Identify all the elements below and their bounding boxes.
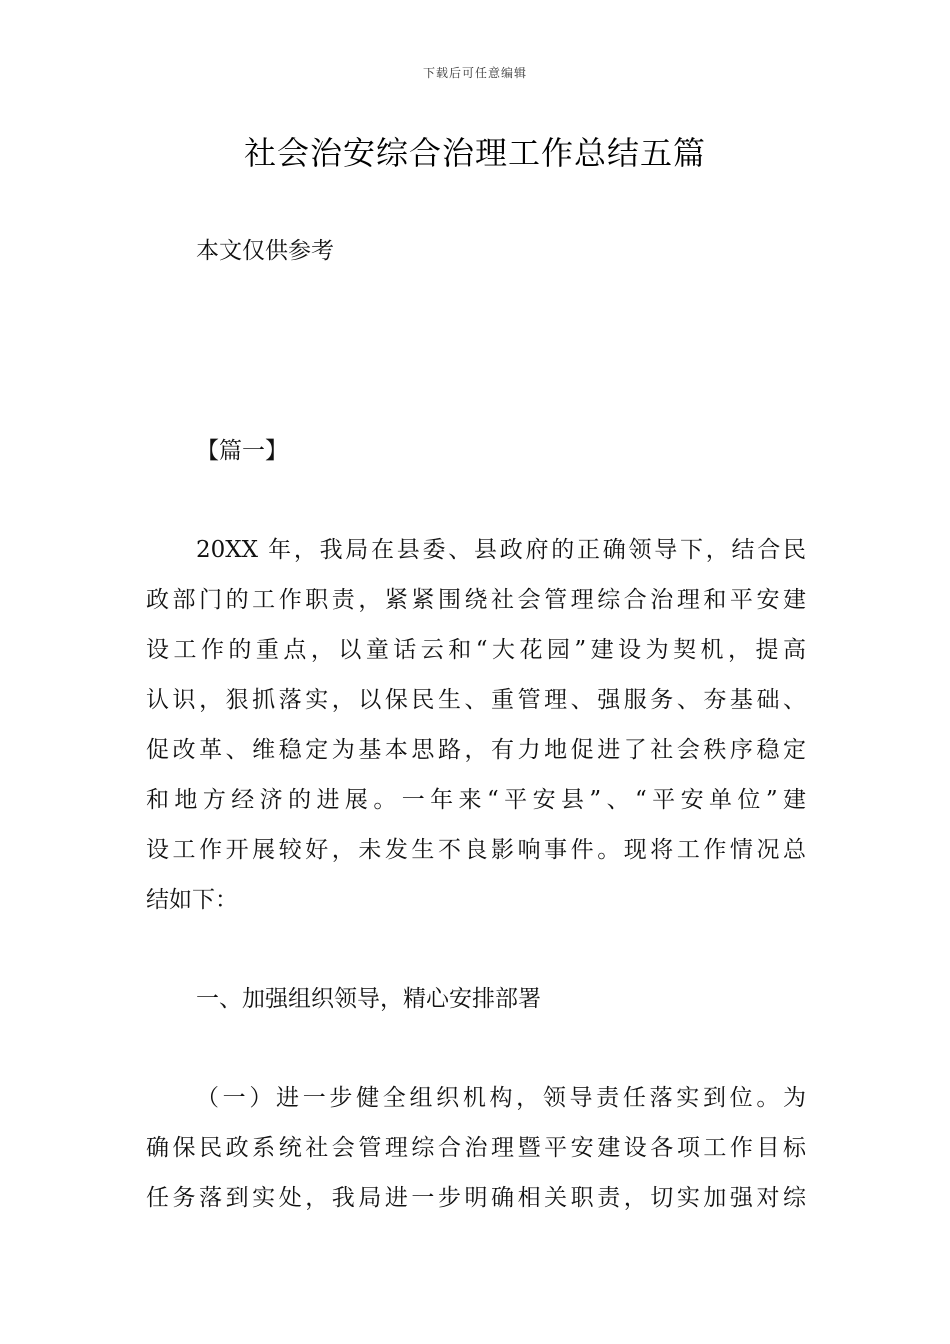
section-label: 【篇一】 <box>196 438 288 464</box>
paragraph-line: 政部门的工作职责，紧紧围绕社会管理综合治理和平安建 <box>146 587 806 613</box>
section-heading: 一、加强组织领导，精心安排部署 <box>196 986 541 1012</box>
document-title: 社会治安综合治理工作总结五篇 <box>243 134 706 172</box>
reference-note: 本文仅供参考 <box>196 238 334 264</box>
paragraph-line: 设工作的重点，以童话云和“大花园”建设为契机，提高 <box>146 637 806 663</box>
paragraph-line: 结如下： <box>146 887 238 913</box>
paragraph-line: 促改革、维稳定为基本思路，有力地促进了社会秩序稳定 <box>146 737 806 763</box>
page-header-note: 下载后可任意编辑 <box>422 66 527 80</box>
paragraph-2 <box>146 1073 806 1223</box>
paragraph-line: 设工作开展较好，未发生不良影响事件。现将工作情况总 <box>146 837 806 863</box>
paragraph-line: 和地方经济的进展。一年来“平安县”、“平安单位”建 <box>146 787 806 813</box>
paragraph-line: 认识，狠抓落实，以保民生、重管理、强服务、夯基础、 <box>146 687 806 713</box>
paragraph-line: 确保民政系统社会管理综合治理暨平安建设各项工作目标 <box>146 1135 806 1161</box>
paragraph-line: 20XX 年，我局在县委、县政府的正确领导下，结合民 <box>196 537 806 563</box>
paragraph-line: 任务落到实处，我局进一步明确相关职责，切实加强对综 <box>146 1185 806 1211</box>
paragraph-line: （一）进一步健全组织机构，领导责任落实到位。为 <box>196 1085 806 1111</box>
paragraph-1 <box>146 525 806 925</box>
